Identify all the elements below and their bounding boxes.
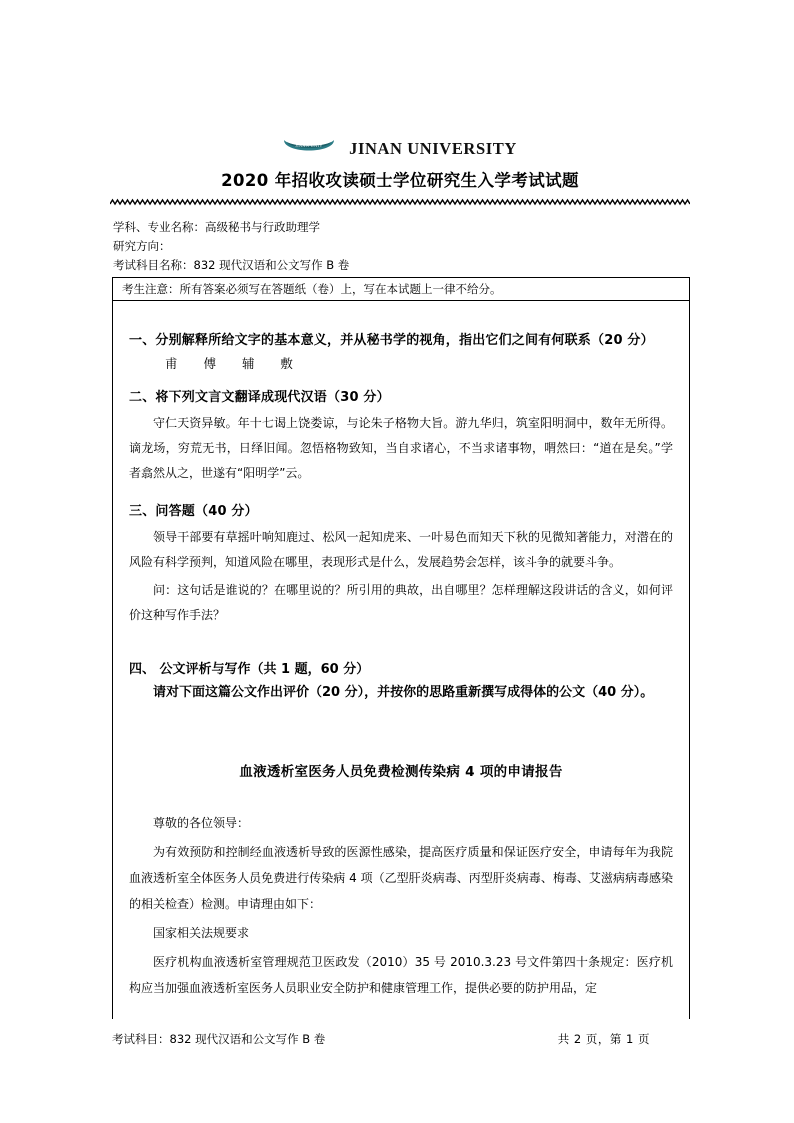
footer-page-number: 共 2 页，第 1 页 [557, 1032, 650, 1046]
jinan-university-crest-icon [283, 138, 335, 160]
sample-document-paragraph: 为有效预防和控制经血液透析导致的医源性感染，提高医疗质量和保证医疗安全，申请每年为我院血液透析室全体医务人员免费进行传染病 4 项（乙型肝炎病毒、丙型肝炎病毒、梅毒、艾滋病病毒感染的相关检查）检测。申请理由如下： [129, 845, 673, 911]
exam-title: 2020 年招收攻读硕士学位研究生入学考试试题 [221, 171, 579, 190]
candidate-notice-box [112, 277, 690, 301]
section-three-paragraph-2: 问：这句话是谁说的？在哪里说的？所引用的典故，出自哪里？怎样理解这段讲话的含义，如何评价这种写作手法？ [129, 583, 673, 622]
sample-document-title: 血液透析室医务人员免费检测传染病 4 项的申请报告 [239, 764, 563, 780]
section-one-characters: 甫 傅 辅 敷 [165, 356, 304, 371]
section-one-heading: 一、分别解释所给文字的基本意义，并从秘书学的视角，指出它们之间有何联系（20 分） [129, 333, 654, 348]
section-two-heading: 二、将下列文言文翻译成现代汉语（30 分） [129, 390, 390, 405]
section-four-heading: 四、 公文评析与写作（共 1 题，60 分） [129, 662, 370, 677]
exam-meta-block [113, 218, 693, 275]
page-footer [112, 1031, 690, 1047]
university-name-en: JINAN UNIVERSITY [349, 139, 517, 158]
sample-document-paragraph: 国家相关法规要求 [153, 926, 250, 940]
masthead [110, 134, 690, 206]
section-four-subheading: 请对下面这篇公文作出评价（20 分），并按你的思路重新撰写成得体的公文（40 分）。 [153, 685, 654, 700]
sample-document-paragraph: 医疗机构血液透析室管理规范卫医政发（2010）35 号 2010.3.23 号文件第四十条规定：医疗机构应当加强血液透析室医务人员职业安全防护和健康管理工作，提供必要的防护用品，定 [129, 955, 673, 995]
decorative-wavy-rule [110, 198, 690, 206]
meta-research-direction: 研究方向： [113, 239, 171, 253]
section-three-paragraph-1: 领导干部要有草摇叶响知鹿过、松风一起知虎来、一叶易色而知天下秋的见微知著能力，对潜在的风险有科学预判，知道风险在哪里，表现形式是什么，发展趋势会怎样，该斗争的就要斗争。 [129, 530, 673, 569]
sample-document-body [129, 810, 673, 1001]
sample-document-paragraph: 尊敬的各位领导： [153, 816, 250, 830]
exam-content-area [112, 301, 690, 1019]
section-two-paragraph: 守仁天资异敏。年十七谒上饶娄谅，与论朱子格物大旨。游九华归，筑室阳明洞中，数年无所得。谪龙场，穷荒无书，日绎旧闻。忽悟格物致知，当自求诸心，不当求诸事物，喟然曰：“道在是矣。”学者翕然从之，世遂有“阳明学”云。 [129, 416, 673, 480]
section-three-heading: 三、问答题（40 分） [129, 504, 258, 519]
meta-exam-subject: 考试科目名称：832 现代汉语和公文写作 B 卷 [113, 258, 350, 272]
footer-exam-subject: 考试科目：832 现代汉语和公文写作 B 卷 [112, 1032, 326, 1046]
svg-text:JINAN UNIV: JINAN UNIV [295, 143, 323, 148]
meta-subject-name: 学科、专业名称：高级秘书与行政助理学 [113, 220, 320, 234]
university-row [110, 134, 690, 164]
candidate-notice-text: 考生注意：所有答案必须写在答题纸（卷）上，写在本试题上一律不给分。 [122, 282, 502, 296]
